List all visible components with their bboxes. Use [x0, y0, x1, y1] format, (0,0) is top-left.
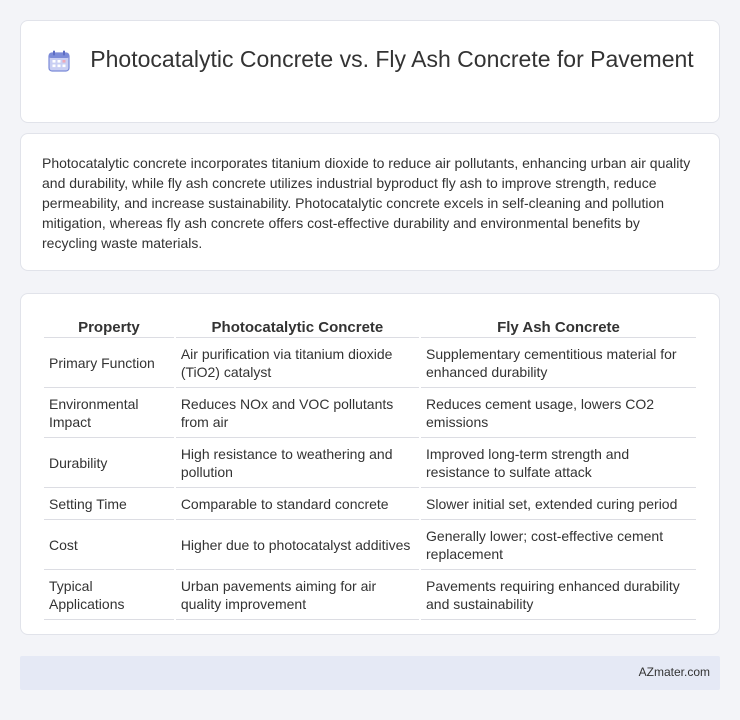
- table-row: [44, 490, 696, 520]
- table-row: [44, 572, 696, 620]
- table-row: [44, 522, 696, 570]
- row-property: Environmental Impact: [44, 390, 174, 438]
- table-row: [44, 340, 696, 388]
- row-property: Durability: [44, 440, 174, 488]
- page-title: Photocatalytic Concrete vs. Fly Ash Concrete for Pavement: [90, 46, 694, 72]
- table-row: [44, 440, 696, 488]
- row-property: Cost: [44, 522, 174, 570]
- row-fly-ash: Generally lower; cost-effective cement replacement: [421, 522, 696, 570]
- row-photocatalytic: Higher due to photocatalyst additives: [176, 522, 419, 570]
- header-photocatalytic: Photocatalytic Concrete: [176, 317, 419, 338]
- row-photocatalytic: Air purification via titanium dioxide (TiO2) catalyst: [176, 340, 419, 388]
- row-property: Primary Function: [44, 340, 174, 388]
- summary-card: [20, 133, 720, 271]
- row-fly-ash: Supplementary cementitious material for enhanced durability: [421, 340, 696, 388]
- calendar-icon: [46, 48, 72, 74]
- header-property: Property: [44, 317, 174, 338]
- row-photocatalytic: High resistance to weathering and pollution: [176, 440, 419, 488]
- row-photocatalytic: Comparable to standard concrete: [176, 490, 419, 520]
- row-photocatalytic: Reduces NOx and VOC pollutants from air: [176, 390, 419, 438]
- row-fly-ash: Pavements requiring enhanced durability and sustainability: [421, 572, 696, 620]
- table-header-row: [44, 317, 696, 338]
- summary-paragraph: Photocatalytic concrete incorporates titanium dioxide to reduce air pollutants, enhancing urban air quality and durability, while fly ash concrete utilizes industrial byproduct fly ash to improve strength, reduce permeability, and increase sustainability. Photocatalytic concrete excels in self-cleaning and pollution mitigation, whereas fly ash concrete offers cost-effective durability and environmental benefits by recycling waste materials.: [42, 155, 691, 251]
- comparison-table: [42, 315, 698, 622]
- comparison-card: [20, 293, 720, 635]
- row-photocatalytic: Urban pavements aiming for air quality improvement: [176, 572, 419, 620]
- header-fly-ash: Fly Ash Concrete: [421, 317, 696, 338]
- row-property: Typical Applications: [44, 572, 174, 620]
- footer-brand: AZmater.com: [638, 665, 710, 679]
- row-fly-ash: Improved long-term strength and resistance to sulfate attack: [421, 440, 696, 488]
- table-row: [44, 390, 696, 438]
- row-property: Setting Time: [44, 490, 174, 520]
- title-wrap: [21, 45, 719, 74]
- row-fly-ash: Reduces cement usage, lowers CO2 emissions: [421, 390, 696, 438]
- title-card: [20, 20, 720, 123]
- footer-bar: [20, 656, 720, 690]
- row-fly-ash: Slower initial set, extended curing period: [421, 490, 696, 520]
